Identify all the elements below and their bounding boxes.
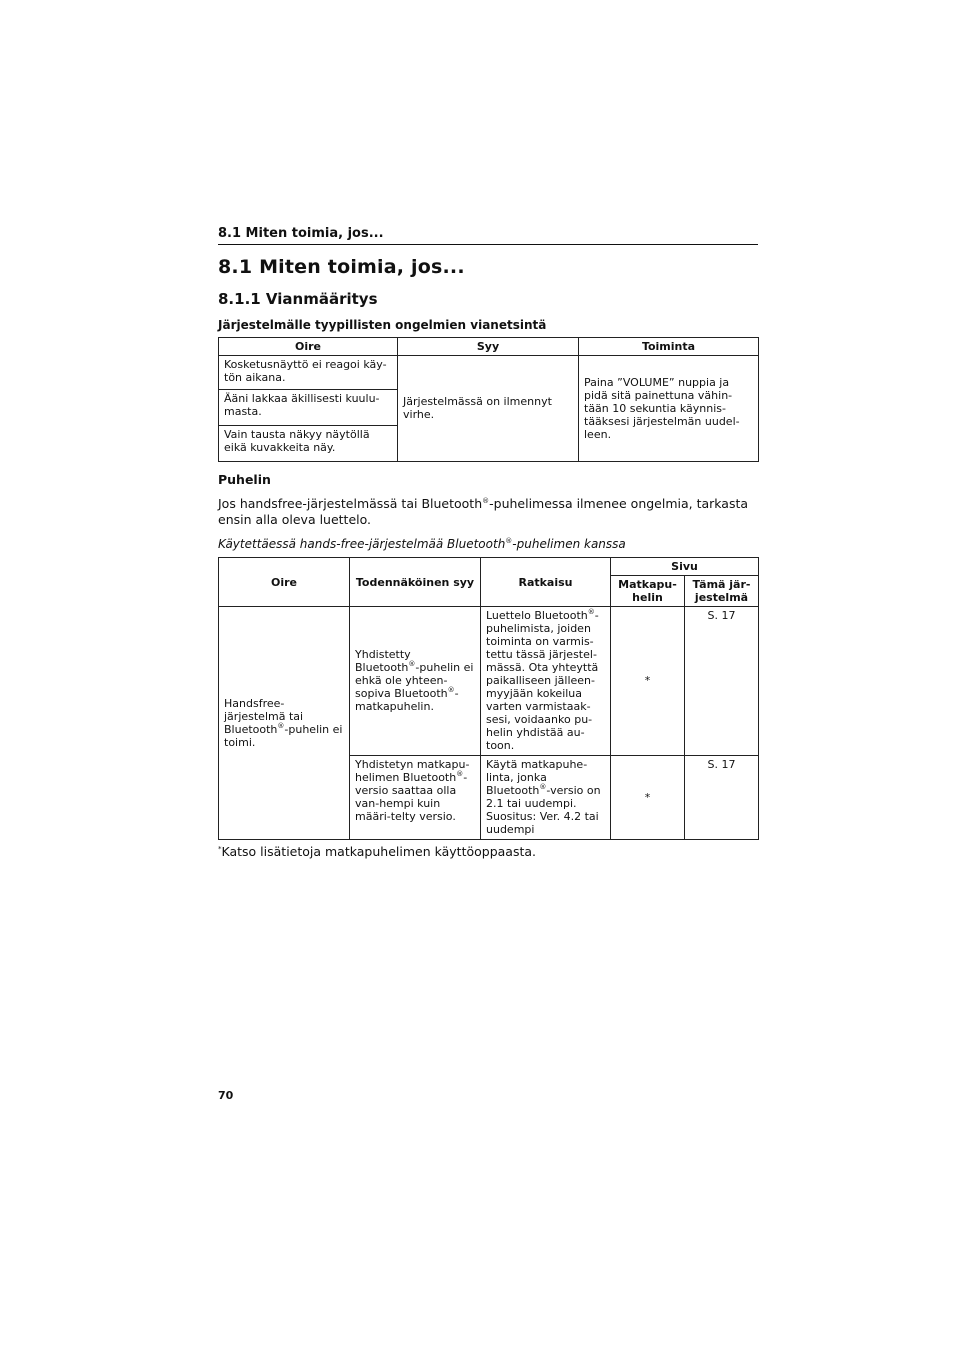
table-header-row — [219, 558, 759, 576]
registered-mark: ® — [447, 686, 455, 694]
header-probable-cause: Todennäköinen syy — [350, 558, 481, 607]
system-troubleshooting-table — [218, 337, 759, 462]
header-cause: Syy — [398, 338, 579, 356]
phone-intro: Jos handsfree-järjestelmässä tai Bluetooth®-puhelimessa ilmenee ongelmia, tarkasta ensin alla oleva luettelo. — [218, 496, 749, 527]
header-this-system: Tämä jär-jestelmä — [685, 576, 759, 607]
subsection-title: 8.1.1 Vianmääritys — [218, 290, 378, 308]
system-table-caption: Järjestelmälle tyypillisten ongelmien vianetsintä — [218, 318, 547, 332]
solution-cell: Luettelo Bluetooth®-puhelimista, joiden toiminta on varmis-tettu tässä järjestel-mässä. Ota yhteyttä paikalliseen jälleen-myyjään kokeilua varten varmistaak-sesi, voidaanko pu-helin yhdistää au-toon. — [481, 607, 611, 756]
cause-cell: Yhdistetty Bluetooth®-puhelin ei ehkä ole yhteen-sopiva Bluetooth®-matkapuhelin. — [350, 607, 481, 756]
mobile-page-cell: * — [611, 607, 685, 756]
registered-mark: ® — [456, 770, 464, 778]
header-symptom: Oire — [219, 558, 350, 607]
footnote: *Katso lisätietoja matkapuhelimen käyttöoppaasta. — [218, 844, 537, 859]
header-symptom: Oire — [219, 338, 398, 356]
phone-troubleshooting-table — [218, 557, 759, 840]
page-number: 70 — [218, 1089, 234, 1102]
phone-table-caption: Käytettäessä hands-free-järjestelmää Bluetooth®-puhelimen kanssa — [218, 537, 626, 551]
phone-heading: Puhelin — [218, 472, 271, 487]
page-content — [218, 255, 758, 860]
registered-mark: ® — [587, 608, 595, 616]
action-cell: Paina ”VOLUME” nuppia ja pidä sitä painettuna vähin-tään 10 sekuntia käynnis-tääksesi järjestelmän uudel-leen. — [579, 356, 759, 462]
header-page: Sivu — [611, 558, 759, 576]
header-action: Toiminta — [579, 338, 759, 356]
registered-mark: ® — [408, 660, 416, 668]
cause-cell: Yhdistetyn matkapu-helimen Bluetooth®-versio saattaa olla van-hempi kuin määri-telty versio. — [350, 756, 481, 840]
system-page-cell: S. 17 — [685, 607, 759, 756]
symptom-cell: Vain tausta näkyy näytöllä eikä kuvakkeita näy. — [219, 426, 398, 462]
table-header-row — [219, 338, 759, 356]
system-page-cell: S. 17 — [685, 756, 759, 840]
registered-mark: ® — [277, 721, 285, 730]
mobile-page-cell: * — [611, 756, 685, 840]
cause-cell: Järjestelmässä on ilmennyt virhe. — [398, 356, 579, 462]
symptom-cell: Kosketusnäyttö ei reagoi käy-tön aikana. — [219, 356, 398, 390]
solution-cell: Käytä matkapuhe-linta, jonka Bluetooth®-versio on 2.1 tai uudempi. Suositus: Ver. 4.2 tai uudempi — [481, 756, 611, 840]
running-header: 8.1 Miten toimia, jos... — [218, 226, 758, 245]
section-title: 8.1 Miten toimia, jos... — [218, 256, 465, 278]
symptom-cell: Handsfree-järjestelmä tai Bluetooth®-puhelin ei toimi. — [219, 607, 350, 840]
symptom-cell: Ääni lakkaa äkillisesti kuulu-masta. — [219, 390, 398, 426]
registered-mark: ® — [505, 537, 513, 545]
registered-mark: ® — [482, 497, 490, 505]
table-row — [219, 356, 759, 390]
header-solution: Ratkaisu — [481, 558, 611, 607]
header-mobile-phone: Matkapu-helin — [611, 576, 685, 607]
table-row — [219, 607, 759, 756]
registered-mark: ® — [539, 783, 547, 791]
footnote-mark: * — [218, 845, 222, 853]
